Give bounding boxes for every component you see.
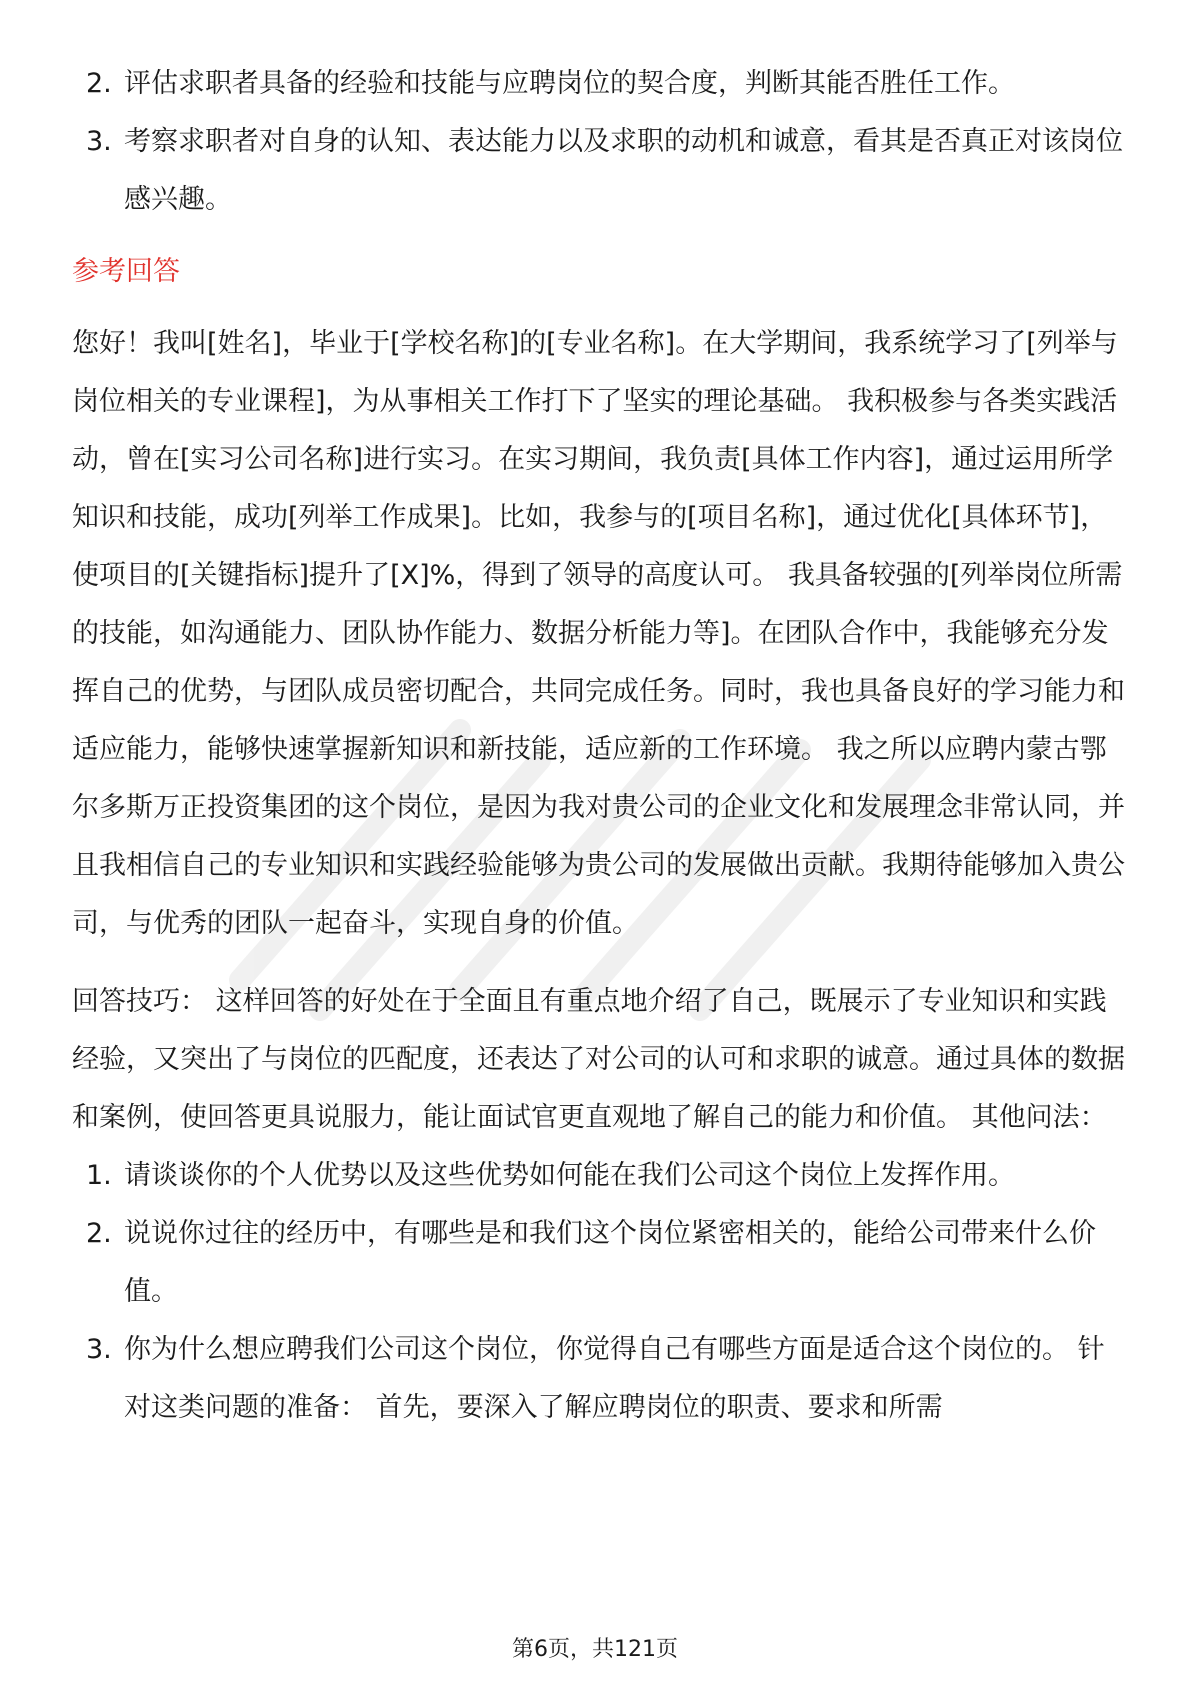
list-item — [72, 1321, 1130, 1437]
page-footer: 第6页，共121页 — [512, 1637, 678, 1662]
alternative-questions-list — [72, 1147, 1130, 1437]
list-item-number: 2. — [86, 1218, 112, 1249]
list-item-text: 请谈谈你的个人优势以及这些优势如何能在我们公司这个岗位上发挥作用。 — [124, 1160, 1015, 1191]
list-item-text: 评估求职者具备的经验和技能与应聘岗位的契合度，判断其能否胜任工作。 — [124, 68, 1015, 99]
tips-paragraph: 回答技巧： 这样回答的好处在于全面且有重点地介绍了自己，既展示了专业知识和实践经验，又突出了与岗位的匹配度，还表达了对公司的认可和求职的诚意。通过具体的数据和案例，使回答更具说服力，能让面试官更直观地了解自己的能力和价值。 其他问法： — [72, 986, 1125, 1133]
answer-paragraph: 您好！我叫[姓名]，毕业于[学校名称]的[专业名称]。在大学期间，我系统学习了[列举与岗位相关的专业课程]，为从事相关工作打下了坚实的理论基础。 我积极参与各类实践活动，曾在[实习公司名称]进行实习。在实习期间，我负责[具体工作内容]，通过运用所学知识和技能，成功[列举工作成果]。比如，我参与的[项目名称]，通过优化[具体环节]，使项目的[关键指标]提升了[X]%，得到了领导的高度认可。 我具备较强的[列举岗位所需的技能，如沟通能力、团队协作能力、数据分析能力等]。在团队合作中，我能够充分发挥自己的优势，与团队成员密切配合，共同完成任务。同时，我也具备良好的学习能力和适应能力，能够快速掌握新知识和新技能，适应新的工作环境。 我之所以应聘内蒙古鄂尔多斯万正投资集团的这个岗位，是因为我对贵公司的企业文化和发展理念非常认同，并且我相信自己的专业知识和实践经验能够为贵公司的发展做出贡献。我期待能够加入贵公司，与优秀的团队一起奋斗，实现自身的价值。 — [72, 328, 1125, 939]
list-item-text: 说说你过往的经历中，有哪些是和我们这个岗位紧密相关的，能给公司带来什么价值。 — [124, 1218, 1096, 1307]
page-content — [72, 55, 1130, 1437]
list-item-number: 3. — [86, 1334, 112, 1365]
list-item-text: 考察求职者对自身的认知、表达能力以及求职的动机和诚意，看其是否真正对该岗位感兴趣。 — [124, 126, 1123, 215]
list-item — [72, 55, 1130, 113]
list-item — [72, 1205, 1130, 1321]
section-heading: 参考回答 — [72, 256, 180, 287]
list-item-number: 2. — [86, 68, 112, 99]
list-item-number: 3. — [86, 126, 112, 157]
list-item-text: 你为什么想应聘我们公司这个岗位，你觉得自己有哪些方面是适合这个岗位的。 针对这类问题的准备： 首先，要深入了解应聘岗位的职责、要求和所需 — [124, 1334, 1105, 1423]
list-item — [72, 1147, 1130, 1205]
list-item — [72, 113, 1130, 229]
list-item-number: 1. — [86, 1160, 112, 1191]
evaluation-points-list — [72, 55, 1130, 229]
